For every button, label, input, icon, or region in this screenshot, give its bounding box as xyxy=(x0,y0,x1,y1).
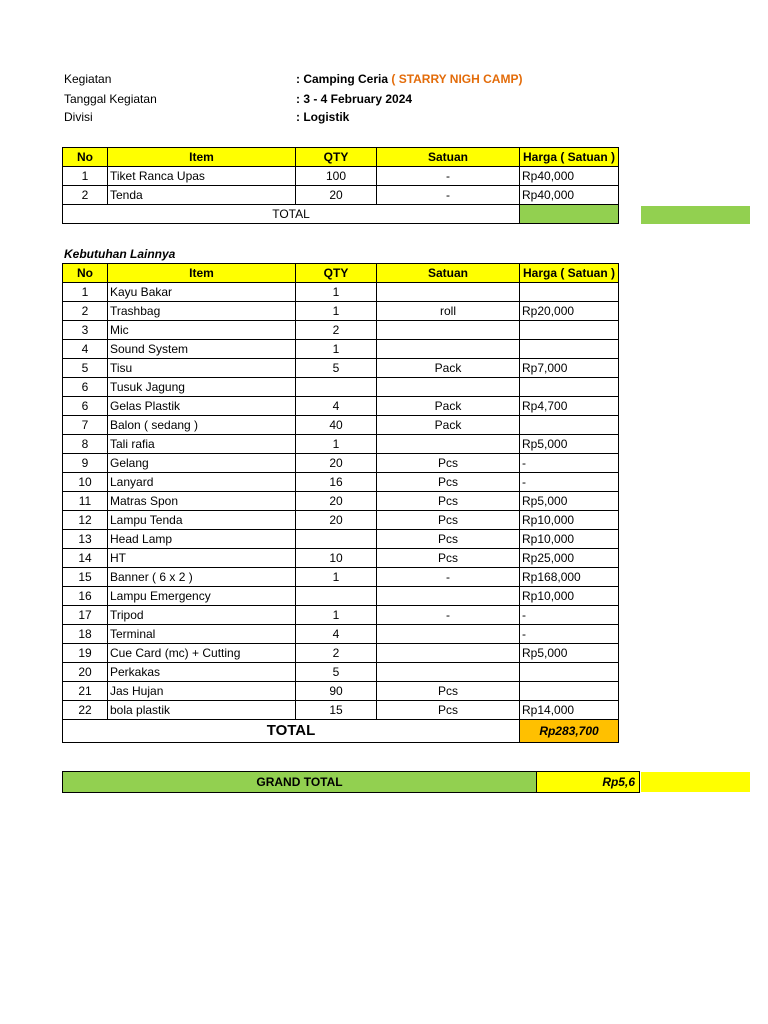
cell-qty: 5 xyxy=(296,359,377,378)
cell-qty xyxy=(296,378,377,397)
cell-no: 6 xyxy=(63,397,108,416)
cell-harga: Rp10,000 xyxy=(520,511,619,530)
cell-item: Mic xyxy=(108,321,296,340)
cell-satuan xyxy=(377,625,520,644)
cell-no: 7 xyxy=(63,416,108,435)
cell-harga xyxy=(520,416,619,435)
cell-item: Tripod xyxy=(108,606,296,625)
cell-no: 3 xyxy=(63,321,108,340)
cell-item: Tali rafia xyxy=(108,435,296,454)
cell-satuan xyxy=(377,644,520,663)
cell-harga: Rp25,000 xyxy=(520,549,619,568)
cell-satuan: - xyxy=(377,186,520,205)
cell-qty: 2 xyxy=(296,644,377,663)
table-row xyxy=(63,378,619,397)
grand-total-table xyxy=(62,771,640,793)
table-row xyxy=(63,473,619,492)
table-row xyxy=(63,549,619,568)
cell-harga xyxy=(520,340,619,359)
table2-total-value: Rp283,700 xyxy=(520,720,619,743)
cell-item: Lanyard xyxy=(108,473,296,492)
cell-item: Gelang xyxy=(108,454,296,473)
table-row xyxy=(63,568,619,587)
cell-harga: Rp5,000 xyxy=(520,435,619,454)
cell-item: Tenda xyxy=(108,186,296,205)
cell-harga: Rp5,000 xyxy=(520,644,619,663)
divisi-value: : Logistik xyxy=(296,110,350,124)
cell-harga: Rp4,700 xyxy=(520,397,619,416)
col-header-qty: QTY xyxy=(296,264,377,283)
col-header-no: No xyxy=(63,148,108,167)
table-row xyxy=(63,397,619,416)
cell-item: Gelas Plastik xyxy=(108,397,296,416)
cell-item: Head Lamp xyxy=(108,530,296,549)
table1-total-label: TOTAL xyxy=(63,205,520,224)
cell-satuan: Pcs xyxy=(377,473,520,492)
cell-no: 10 xyxy=(63,473,108,492)
cell-item: Cue Card (mc) + Cutting xyxy=(108,644,296,663)
cell-satuan: - xyxy=(377,606,520,625)
grand-total-label: GRAND TOTAL xyxy=(63,772,537,793)
cell-harga: Rp10,000 xyxy=(520,587,619,606)
cell-satuan: - xyxy=(377,568,520,587)
cell-qty: 1 xyxy=(296,283,377,302)
cell-harga: Rp5,000 xyxy=(520,492,619,511)
cell-qty: 20 xyxy=(296,454,377,473)
cell-no: 19 xyxy=(63,644,108,663)
table-row xyxy=(63,167,619,186)
cell-satuan xyxy=(377,435,520,454)
cell-harga xyxy=(520,378,619,397)
section-title-kebutuhan: Kebutuhan Lainnya xyxy=(64,247,176,261)
cell-no: 2 xyxy=(63,302,108,321)
cell-harga xyxy=(520,321,619,340)
cell-qty xyxy=(296,530,377,549)
cell-qty: 4 xyxy=(296,397,377,416)
cell-no: 4 xyxy=(63,340,108,359)
table-row xyxy=(63,530,619,549)
cell-harga: - xyxy=(520,625,619,644)
cell-harga xyxy=(520,682,619,701)
cell-no: 11 xyxy=(63,492,108,511)
cell-qty: 1 xyxy=(296,302,377,321)
table-row xyxy=(63,606,619,625)
cell-qty: 1 xyxy=(296,568,377,587)
table2-total-row xyxy=(63,720,619,743)
cell-qty: 1 xyxy=(296,340,377,359)
kegiatan-accent: ( STARRY NIGH CAMP) xyxy=(391,72,523,86)
cell-qty: 100 xyxy=(296,167,377,186)
cell-harga: Rp7,000 xyxy=(520,359,619,378)
cell-qty: 20 xyxy=(296,186,377,205)
col-header-satuan: Satuan xyxy=(377,148,520,167)
cell-no: 1 xyxy=(63,283,108,302)
col-header-item: Item xyxy=(108,148,296,167)
col-header-satuan: Satuan xyxy=(377,264,520,283)
table-row xyxy=(63,321,619,340)
cell-qty: 20 xyxy=(296,511,377,530)
grand-total-row xyxy=(63,772,640,793)
cell-no: 13 xyxy=(63,530,108,549)
cell-harga xyxy=(520,663,619,682)
cell-qty: 5 xyxy=(296,663,377,682)
cell-satuan: Pcs xyxy=(377,701,520,720)
cell-satuan: Pcs xyxy=(377,492,520,511)
table-row xyxy=(63,186,619,205)
cell-no: 5 xyxy=(63,359,108,378)
cell-harga: - xyxy=(520,454,619,473)
cell-item: Terminal xyxy=(108,625,296,644)
cell-item: Sound System xyxy=(108,340,296,359)
table1-total-row xyxy=(63,205,619,224)
table2-total-label: TOTAL xyxy=(63,720,520,743)
cell-item: Tisu xyxy=(108,359,296,378)
cell-satuan xyxy=(377,378,520,397)
cell-no: 8 xyxy=(63,435,108,454)
cell-no: 9 xyxy=(63,454,108,473)
cell-no: 1 xyxy=(63,167,108,186)
cell-harga: - xyxy=(520,473,619,492)
cell-item: Jas Hujan xyxy=(108,682,296,701)
cell-qty: 4 xyxy=(296,625,377,644)
cell-no: 12 xyxy=(63,511,108,530)
cell-no: 6 xyxy=(63,378,108,397)
col-header-harga: Harga ( Satuan ) xyxy=(520,148,619,167)
cell-no: 22 xyxy=(63,701,108,720)
cell-item: HT xyxy=(108,549,296,568)
cell-qty: 15 xyxy=(296,701,377,720)
cell-qty: 20 xyxy=(296,492,377,511)
cell-item: bola plastik xyxy=(108,701,296,720)
cell-item: Trashbag xyxy=(108,302,296,321)
tanggal-value: : 3 - 4 February 2024 xyxy=(296,92,413,106)
cell-satuan: Pcs xyxy=(377,454,520,473)
col-header-qty: QTY xyxy=(296,148,377,167)
cell-satuan: Pcs xyxy=(377,549,520,568)
cell-qty: 10 xyxy=(296,549,377,568)
cell-no: 16 xyxy=(63,587,108,606)
grand-total-value: Rp5,6 xyxy=(537,772,640,793)
table-row xyxy=(63,511,619,530)
table-row xyxy=(63,644,619,663)
table-row xyxy=(63,663,619,682)
table-row xyxy=(63,302,619,321)
table-header-row xyxy=(63,264,619,283)
table-row xyxy=(63,701,619,720)
table-row xyxy=(63,283,619,302)
cell-no: 18 xyxy=(63,625,108,644)
cell-qty: 2 xyxy=(296,321,377,340)
cell-item: Banner ( 6 x 2 ) xyxy=(108,568,296,587)
tanggal-label: Tanggal Kegiatan xyxy=(64,92,157,106)
table1-green-fill xyxy=(641,206,750,224)
cell-harga: Rp10,000 xyxy=(520,530,619,549)
cell-harga: Rp14,000 xyxy=(520,701,619,720)
table-row xyxy=(63,454,619,473)
cell-satuan: roll xyxy=(377,302,520,321)
cell-item: Tusuk Jagung xyxy=(108,378,296,397)
cell-item: Balon ( sedang ) xyxy=(108,416,296,435)
cell-satuan xyxy=(377,283,520,302)
cell-item: Tiket Ranca Upas xyxy=(108,167,296,186)
cell-satuan: - xyxy=(377,167,520,186)
cell-harga xyxy=(520,283,619,302)
cell-qty: 90 xyxy=(296,682,377,701)
cell-qty: 40 xyxy=(296,416,377,435)
kegiatan-label: Kegiatan xyxy=(64,72,112,86)
table-row xyxy=(63,587,619,606)
col-header-no: No xyxy=(63,264,108,283)
cell-item: Matras Spon xyxy=(108,492,296,511)
divisi-label: Divisi xyxy=(64,110,93,124)
cell-no: 15 xyxy=(63,568,108,587)
cell-item: Lampu Tenda xyxy=(108,511,296,530)
table-row xyxy=(63,492,619,511)
cell-satuan: Pack xyxy=(377,359,520,378)
cell-harga: Rp20,000 xyxy=(520,302,619,321)
cell-no: 2 xyxy=(63,186,108,205)
cell-satuan: Pcs xyxy=(377,682,520,701)
cell-no: 20 xyxy=(63,663,108,682)
grand-total-yellow-fill xyxy=(641,772,750,792)
col-header-harga: Harga ( Satuan ) xyxy=(520,264,619,283)
cell-satuan xyxy=(377,587,520,606)
table-kebutuhan xyxy=(62,263,619,743)
cell-qty xyxy=(296,587,377,606)
cell-harga: Rp40,000 xyxy=(520,186,619,205)
table1-total-value xyxy=(520,205,619,224)
kegiatan-value xyxy=(296,72,522,86)
table-row xyxy=(63,359,619,378)
cell-harga: Rp40,000 xyxy=(520,167,619,186)
table-header-row xyxy=(63,148,619,167)
table-row xyxy=(63,625,619,644)
cell-satuan: Pack xyxy=(377,397,520,416)
cell-harga: - xyxy=(520,606,619,625)
table-tiket xyxy=(62,147,619,224)
table-row xyxy=(63,416,619,435)
cell-no: 14 xyxy=(63,549,108,568)
cell-harga: Rp168,000 xyxy=(520,568,619,587)
cell-qty: 16 xyxy=(296,473,377,492)
table-row xyxy=(63,340,619,359)
cell-no: 17 xyxy=(63,606,108,625)
cell-satuan xyxy=(377,321,520,340)
cell-satuan xyxy=(377,663,520,682)
cell-qty: 1 xyxy=(296,606,377,625)
table-row xyxy=(63,682,619,701)
cell-qty: 1 xyxy=(296,435,377,454)
cell-satuan: Pcs xyxy=(377,511,520,530)
cell-item: Kayu Bakar xyxy=(108,283,296,302)
cell-satuan: Pack xyxy=(377,416,520,435)
col-header-item: Item xyxy=(108,264,296,283)
cell-no: 21 xyxy=(63,682,108,701)
cell-item: Perkakas xyxy=(108,663,296,682)
cell-satuan xyxy=(377,340,520,359)
kegiatan-name: : Camping Ceria xyxy=(296,72,389,86)
cell-satuan: Pcs xyxy=(377,530,520,549)
cell-item: Lampu Emergency xyxy=(108,587,296,606)
table-row xyxy=(63,435,619,454)
